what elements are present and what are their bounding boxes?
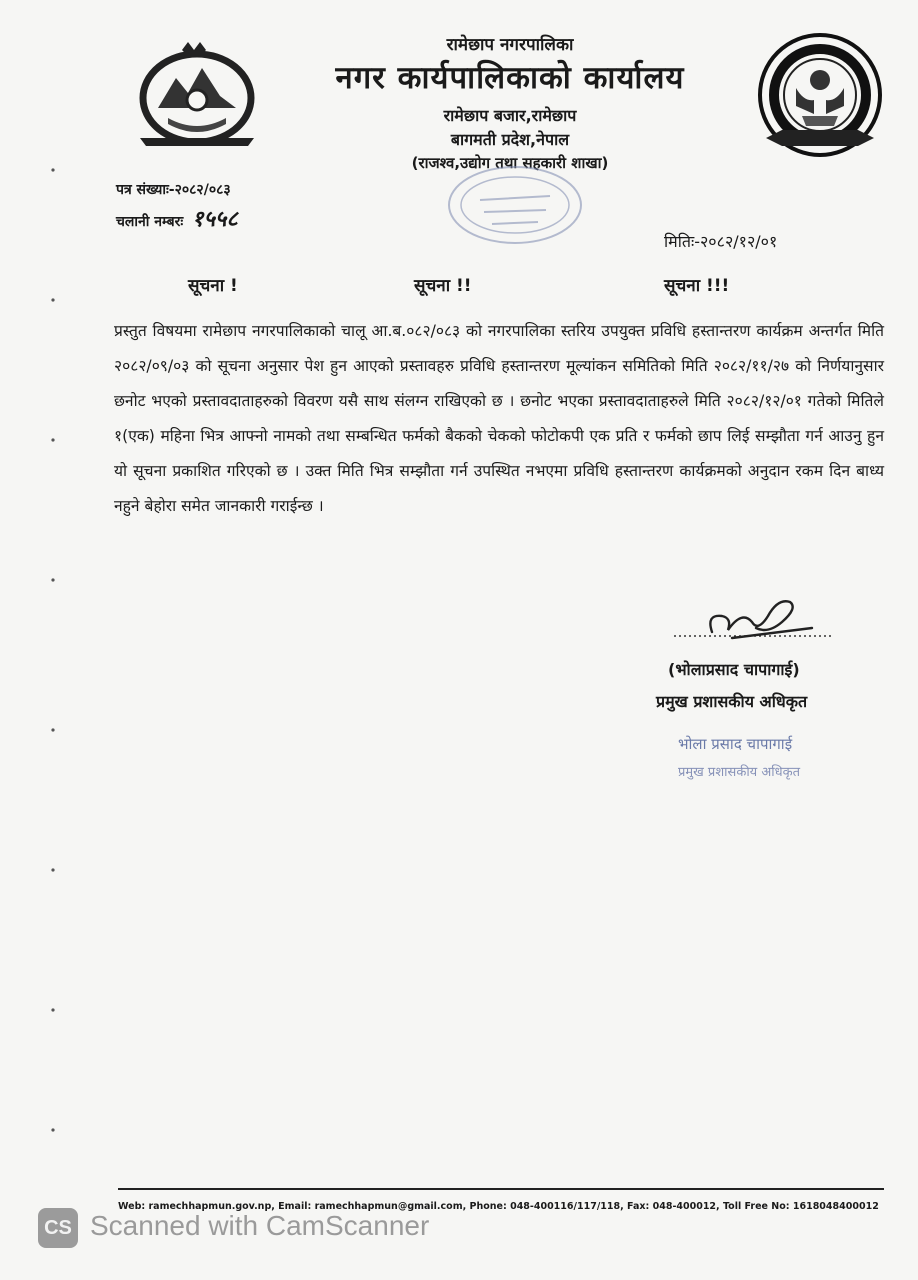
camscanner-watermark: Scanned with CamScanner bbox=[90, 1210, 430, 1241]
camscanner-logo: CS bbox=[38, 1208, 78, 1248]
signature-icon bbox=[672, 592, 832, 656]
signatory-name: (भोलाप्रसाद चापागाई) bbox=[668, 660, 800, 679]
dispatch-value: १५५८ bbox=[192, 206, 238, 232]
title-stamp: प्रमुख प्रशासकीय अधिकृत bbox=[678, 765, 801, 780]
issue-date: मितिः-२०८२/१२/०१ bbox=[664, 232, 778, 251]
government-emblem-icon bbox=[128, 38, 266, 150]
margin-dots-icon bbox=[48, 150, 58, 1150]
office-stamp-icon bbox=[440, 160, 590, 250]
office-name: नगर कार्यपालिकाको कार्यालय bbox=[335, 60, 685, 96]
dispatch-number bbox=[116, 203, 238, 233]
notice-heading-2: सूचना !! bbox=[414, 276, 472, 296]
name-stamp: भोला प्रसाद चापागाई bbox=[678, 735, 793, 753]
notice-heading-3: सूचना !!! bbox=[664, 276, 730, 296]
office-address: रामेछाप बजार,रामेछाप bbox=[443, 106, 577, 125]
notice-heading-1: सूचना ! bbox=[188, 276, 238, 296]
province-line: बागमती प्रदेश,नेपाल bbox=[450, 130, 570, 149]
branch-name: (राजश्व,उद्योग तथा सहकारी शाखा) bbox=[411, 154, 609, 172]
reference-number: पत्र संख्याः-२०८२/०८३ bbox=[116, 182, 231, 198]
municipality-logo-icon bbox=[752, 30, 888, 160]
footer-contact: Web: ramechhapmun.gov.np, Email: ramechhapmun@gmail.com, Phone: 048-400116/117/118, Fax: 048-400012, Toll Free No: 16180484000​12 bbox=[118, 1201, 879, 1212]
signatory-title: प्रमुख प्रशासकीय अधिकृत bbox=[656, 692, 808, 711]
notice-body: प्रस्तुत विषयमा रामेछाप नगरपालिकाको चालू आ.ब.०८२/०८३ को नगरपालिका स्तरिय उपयुक्त प्रविधि हस्तान्तरण कार्यक्रम अन्तर्गत मिति २०८२/०९/०३ को सूचना अनुसार पेश हुन आएको प्रस्तावहरु प्रविधि हस्तान्तरण मूल्यांकन समितिको मिति २०८२/११/२७ को निर्णयानुसार छनोट भएको प्रस्तावदाताहरुको विवरण यसै साथ संलग्न राखिएको छ । छनोट भएका प्रस्तावदाताहरुले मिति २०८२/१२/०१ गतेको मितिले १(एक) महिना भित्र आफ्नो नामको तथा सम्बन्धित फर्मको बैकको चेकको फोटोकपी एक प्रति र फर्मको छाप लिई सम्झौता गर्न आउनु हुन यो सूचना प्रकाशित गरिएको छ । उक्त मिति भित्र सम्झौता गर्न उपस्थित नभएमा प्रविधि हस्तान्तरण कार्यक्रमको अनुदान रकम दिन बाध्य नहुने बेहोरा समेत जानकारी गराईन्छ । bbox=[114, 322, 884, 515]
dispatch-label: चलानी नम्बरः bbox=[116, 214, 184, 230]
footer-divider bbox=[118, 1188, 884, 1190]
municipality-name: रामेछाप नगरपालिका bbox=[446, 35, 574, 55]
